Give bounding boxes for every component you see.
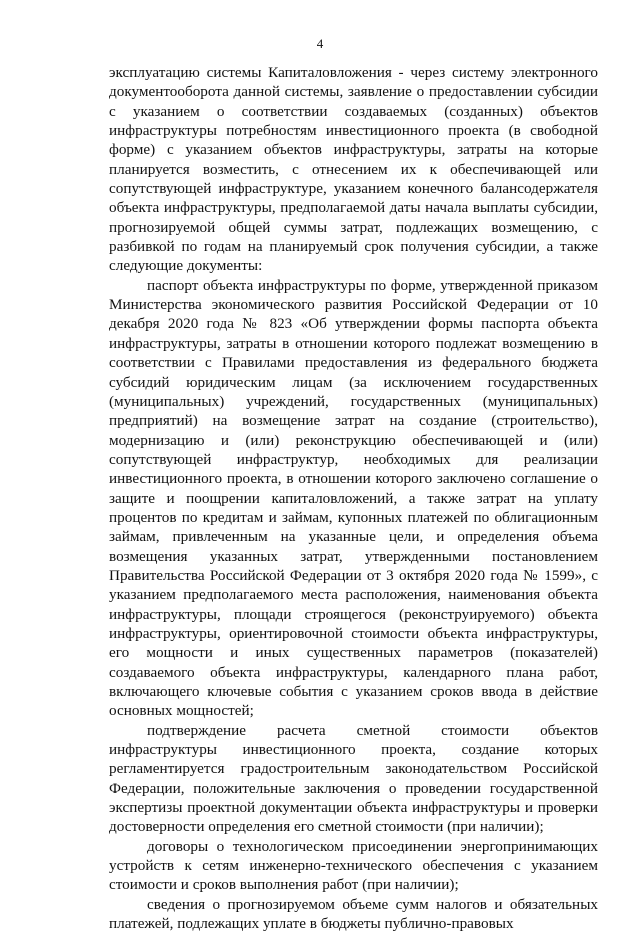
paragraph-infrastructure-passport: паспорт объекта инфраструктуры по форме, утвержденной приказом Министерства экономического развития Российской Федерации от 10 декабря 2020 года № 823 «Об утверждении формы паспорта объекта инфраструктуры, затраты в отношении которого подлежат возмещению в соответствии с Правилами предоставления из федерального бюджета субсидий юридическим лицам (за исключением государственных (муниципальных) учреждений, государственных (муниципальных) предприятий) на возмещение затрат на создание (строительство), модернизацию и (или) реконструкцию обеспечивающей и (или) сопутствующей инфраструктур, необходимых для реализации инвестиционного проекта, в отношении которого заключено соглашение о защите и поощрении капиталовложений, а также затрат на уплату процентов по кредитам и займам, купонных платежей по облигационным займам, привлеченным на указанные цели, и определения объема возмещения указанных затрат, утвержденными постановлением Правительства Российской Федерации от 3 октября 2020 года № 1599», с указанием предполагаемого места расположения, наименования объекта инфраструктуры, площади строящегося (реконструируемого) объекта инфраструктуры, ориентировочной стоимости объекта инфраструктуры, его мощности и иных существенных параметров (показателей) создаваемого объекта инфраструктуры, календарного плана работ, включающего ключевые события с указанием сроков ввода в действие основных мощностей; — [109, 276, 598, 720]
paragraph-connection-agreements: договоры о технологическом присоединении энергопринимающих устройств к сетям инженерно-технического обеспечения с указанием стоимости и сроков выполнения работ (при наличии); — [109, 837, 598, 894]
page-number: 4 — [316, 36, 324, 51]
paragraph-cost-estimate-confirmation: подтверждение расчета сметной стоимости объектов инфраструктуры инвестиционного проекта, создание которых регламентируется градостроительным законодательством Российской Федерации, положительные заключения о проведении государственной экспертизы проектной документации объекта инфраструктуры и проверки достоверности определения его сметной стоимости (при наличии); — [109, 721, 598, 836]
document-body — [109, 63, 598, 933]
paragraph-application-continuation: эксплуатацию системы Капиталовложения - через систему электронного документооборота данной системы, заявление о предоставлении субсидии с указанием о соответствии создаваемых (созданных) объектов инфраструктуры потребностям инвестиционного проекта (в свободной форме) с указанием объектов инфраструктуры, затраты на которые планируется возместить, с отнесением их к обеспечивающей или сопутствующей инфраструктуре, указанием конечного балансодержателя объекта инфраструктуры, предполагаемой даты начала выплаты субсидии, прогнозируемой общей суммы затрат, подлежащих возмещению, с разбивкой по годам на планируемый срок получения субсидии, а также следующие документы: — [109, 64, 598, 275]
paragraph-tax-forecast: сведения о прогнозируемом объеме сумм налогов и обязательных платежей, подлежащих уплате в бюджеты публично-правовых — [109, 895, 598, 933]
